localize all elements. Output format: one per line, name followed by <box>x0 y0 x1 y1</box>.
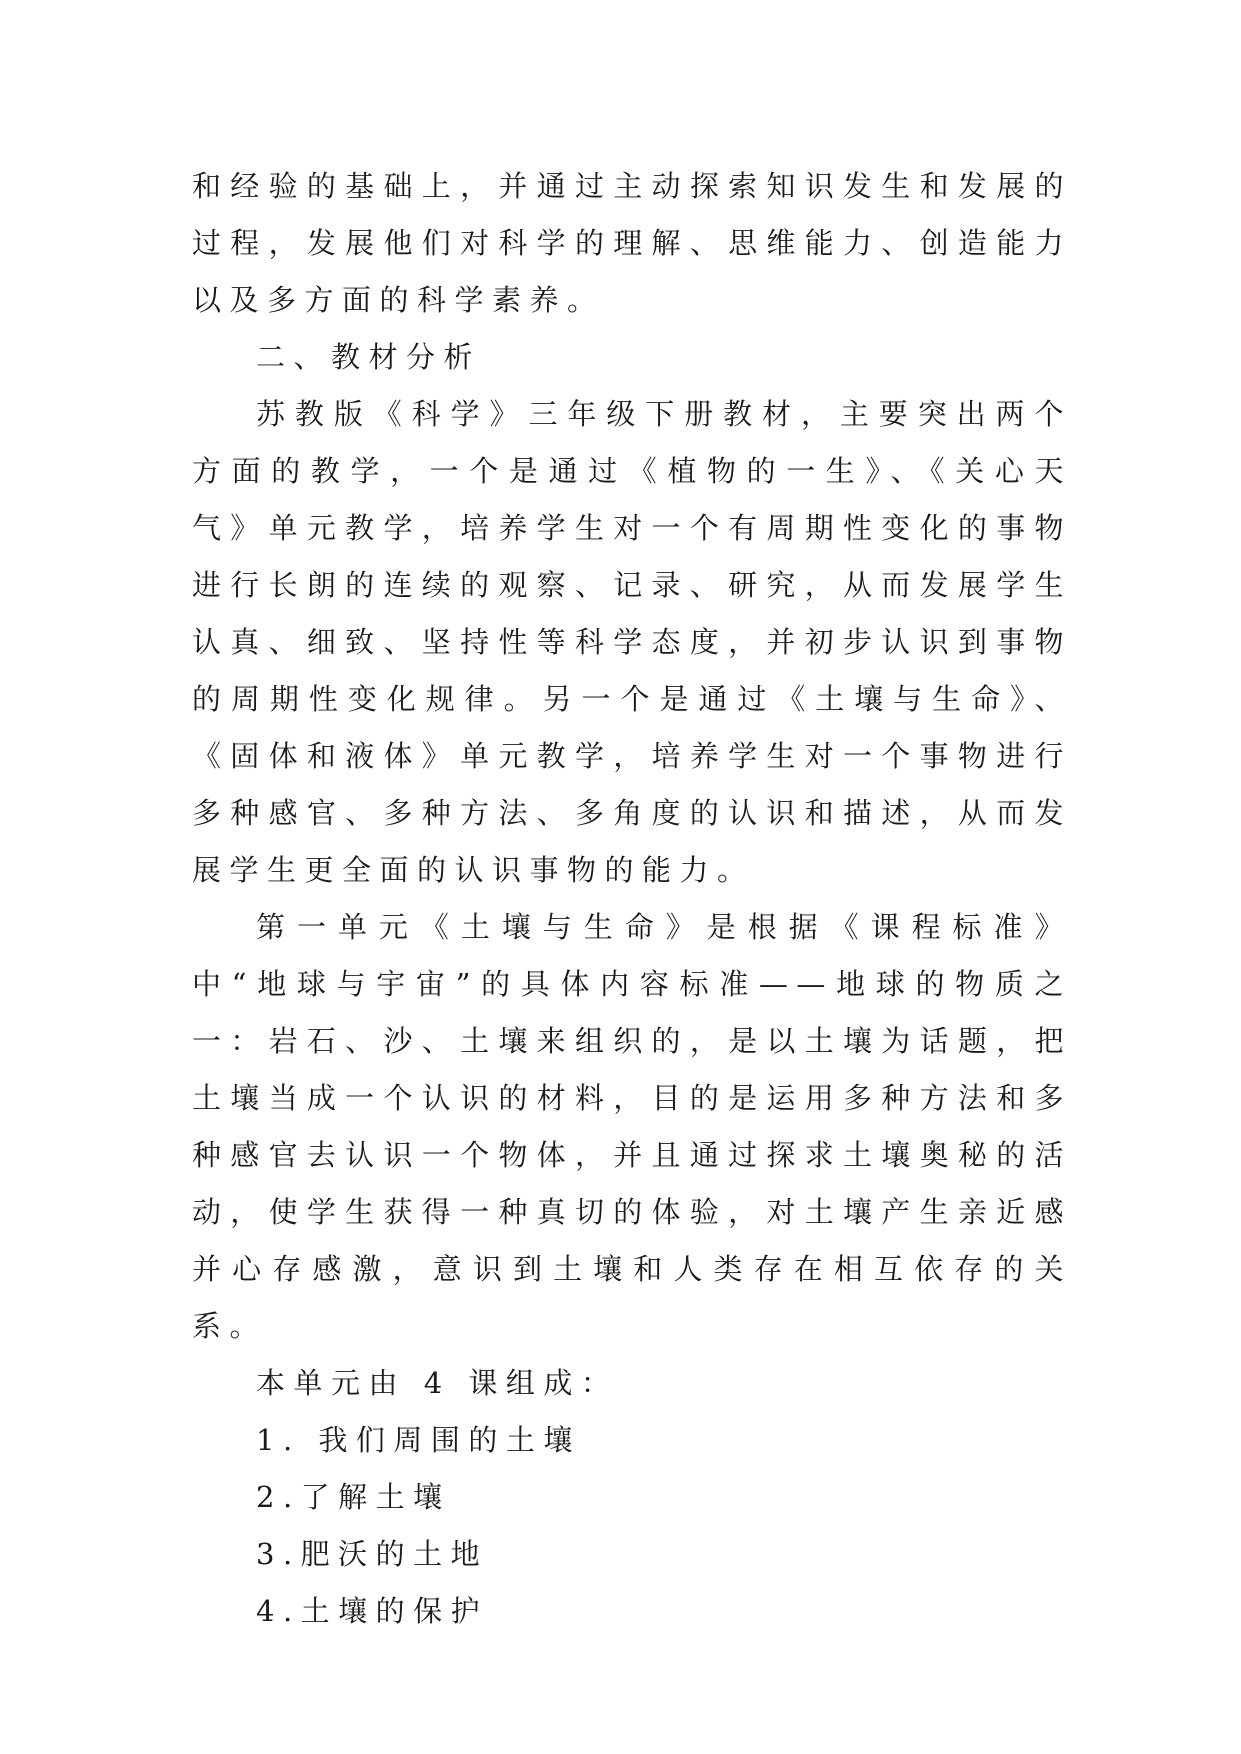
document-page <box>192 158 1072 1640</box>
paragraph-textbook-overview: 苏教版《科学》三年级下册教材，主要突出两个方面的教学，一个是通过《植物的一生》、《关心天气》单元教学，培养学生对一个有周期性变化的事物进行长朗的连续的观察、记录、研究，从而发展学生认真、细致、坚持性等科学态度，并初步认识到事物的周期性变化规律。另一个是通过《土壤与生命》、《固体和液体》单元教学，培养学生对一个事物进行多种感官、多种方法、多角度的认识和描述，从而发展学生更全面的认识事物的能力。 <box>192 397 1072 887</box>
list-item: 4.土壤的保护 <box>256 1594 489 1628</box>
paragraph-unit-lessons-intro: 本单元由 4 课组成： <box>256 1366 619 1400</box>
list-item: 1. 我们周围的土壤 <box>256 1423 581 1457</box>
section-heading-textbook-analysis: 二、教材分析 <box>256 340 482 374</box>
paragraph-unit-one: 第一单元《土壤与生命》是根据《课程标准》中“地球与宇宙”的具体内容标准——地球的物质之一：岩石、沙、土壤来组织的，是以土壤为话题，把土壤当成一个认识的材料，目的是运用多种方法和多种感官去认识一个物体，并且通过探求土壤奥秘的活动，使学生获得一种真切的体验，对土壤产生亲近感并心存感激，意识到土壤和人类存在相互依存的关系。 <box>192 910 1072 1343</box>
paragraph-intro-continuation: 和经验的基础上，并通过主动探索知识发生和发展的过程，发展他们对科学的理解、思维能力、创造能力以及多方面的科学素养。 <box>192 169 1072 317</box>
list-item: 3.肥沃的土地 <box>256 1537 489 1571</box>
list-item: 2.了解土壤 <box>256 1480 451 1514</box>
